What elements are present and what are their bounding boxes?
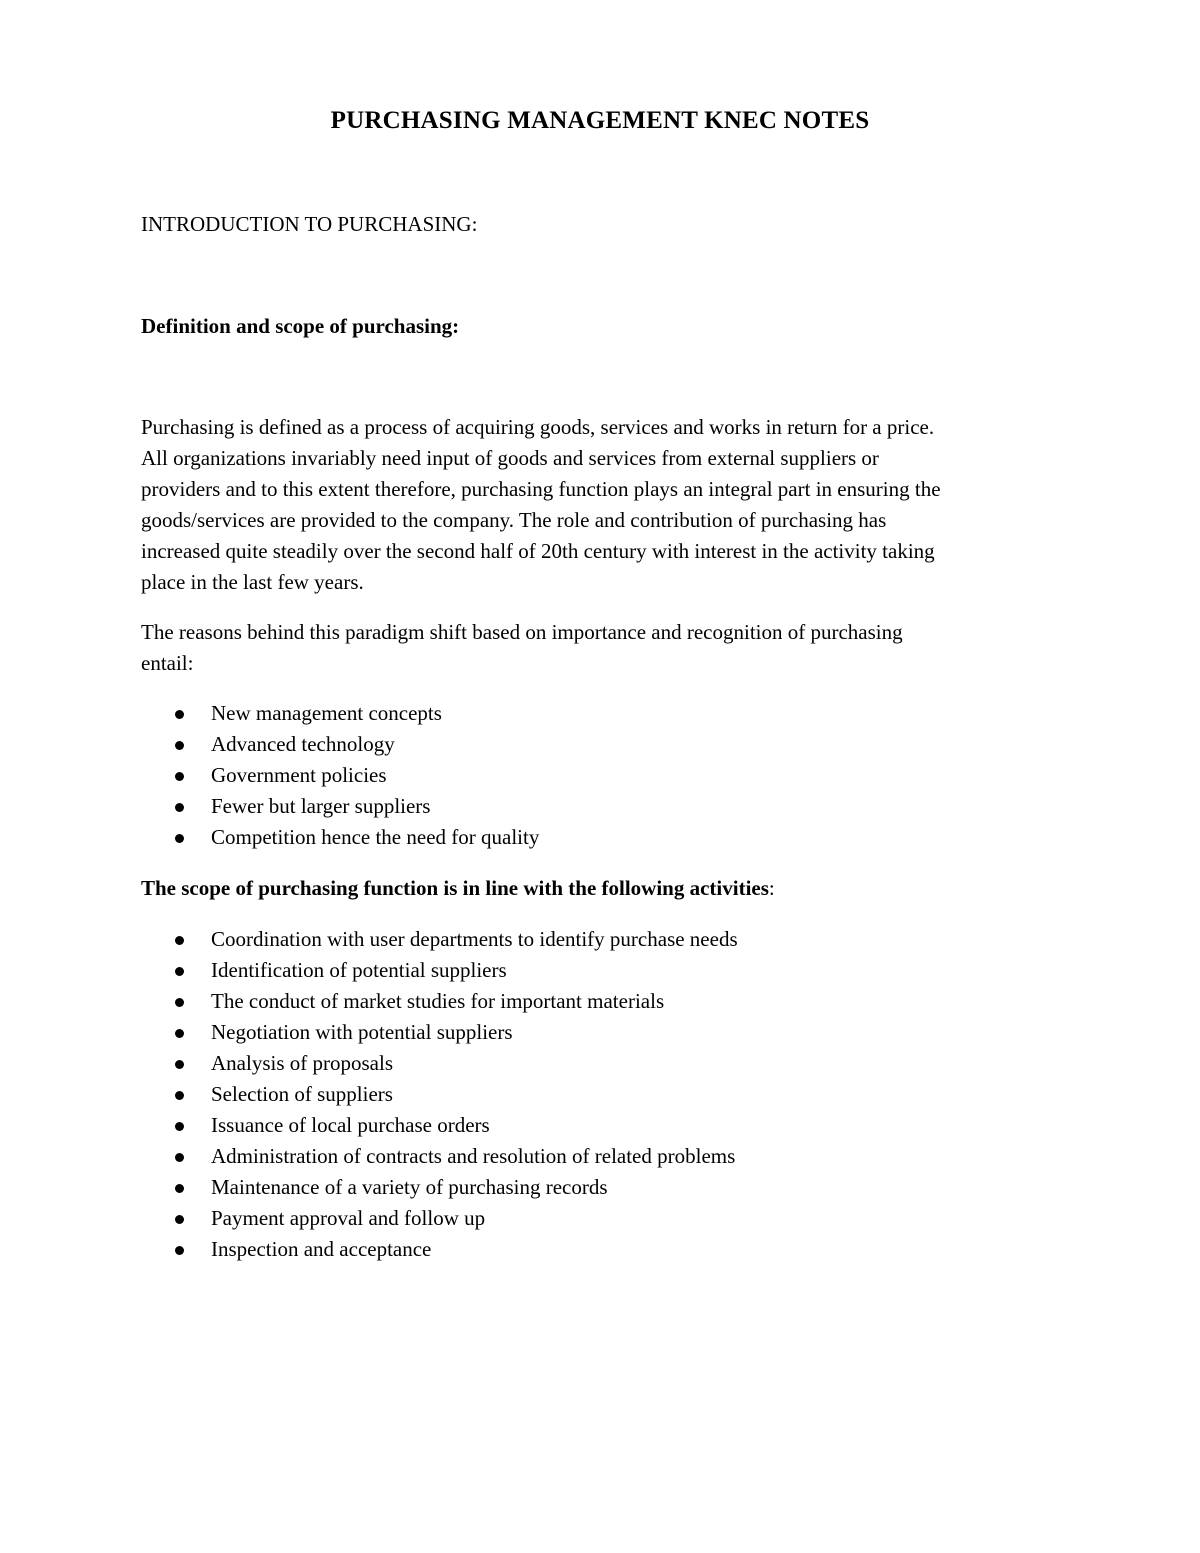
bullet-icon <box>175 772 184 781</box>
list-item <box>141 955 738 986</box>
list-item <box>141 1017 738 1048</box>
bullet-icon <box>175 1246 184 1255</box>
list-item <box>141 1141 738 1172</box>
bullet-icon <box>175 936 184 945</box>
list-item-text: Administration of contracts and resolution of related problems <box>211 1144 736 1168</box>
bullet-icon <box>175 834 184 843</box>
list-item-text: Fewer but larger suppliers <box>211 794 431 818</box>
list-item <box>141 1172 738 1203</box>
list-item <box>141 822 539 853</box>
list-item-text: Government policies <box>211 763 387 787</box>
bullet-icon <box>175 998 184 1007</box>
bullet-icon <box>175 1091 184 1100</box>
scope-heading-text: The scope of purchasing function is in line with the following activities <box>141 876 769 900</box>
paragraph-line: increased quite steadily over the second half of 20th century with interest in the activity taking <box>141 539 935 563</box>
scope-activities-list <box>141 924 738 1265</box>
reasons-list <box>141 698 539 853</box>
bullet-icon <box>175 803 184 812</box>
list-item-text: Identification of potential suppliers <box>211 958 507 982</box>
list-item <box>141 986 738 1017</box>
bullet-icon <box>175 1060 184 1069</box>
list-item-text: New management concepts <box>211 701 442 725</box>
paragraph-line: The reasons behind this paradigm shift based on importance and recognition of purchasing <box>141 620 903 644</box>
list-item-text: Advanced technology <box>211 732 395 756</box>
bullet-icon <box>175 1153 184 1162</box>
paragraph-line: Purchasing is defined as a process of acquiring goods, services and works in return for a price. <box>141 415 935 439</box>
list-item-text: Payment approval and follow up <box>211 1206 486 1230</box>
bullet-icon <box>175 1215 184 1224</box>
paragraph-definition <box>141 412 1061 598</box>
list-item <box>141 1110 738 1141</box>
list-item <box>141 1203 738 1234</box>
bullet-icon <box>175 741 184 750</box>
list-item-text: Analysis of proposals <box>211 1051 393 1075</box>
paragraph-line: providers and to this extent therefore, purchasing function plays an integral part in ensuring the <box>141 477 941 501</box>
paragraph-line: goods/services are provided to the company. The role and contribution of purchasing has <box>141 508 887 532</box>
paragraph-line: entail: <box>141 651 194 675</box>
scope-heading-suffix: : <box>768 876 775 900</box>
list-item-text: Selection of suppliers <box>211 1082 393 1106</box>
paragraph-reasons-intro <box>141 617 1061 679</box>
paragraph-line: All organizations invariably need input of goods and services from external suppliers or <box>141 446 879 470</box>
list-item-text: Issuance of local purchase orders <box>211 1113 490 1137</box>
bullet-icon <box>175 967 184 976</box>
list-item-text: Coordination with user departments to identify purchase needs <box>211 927 738 951</box>
list-item <box>141 1048 738 1079</box>
list-item <box>141 729 539 760</box>
section-heading: INTRODUCTION TO PURCHASING: <box>141 212 478 236</box>
list-item <box>141 1079 738 1110</box>
bullet-icon <box>175 1122 184 1131</box>
list-item-text: Negotiation with potential suppliers <box>211 1020 513 1044</box>
page-title: PURCHASING MANAGEMENT KNEC NOTES <box>330 107 870 134</box>
scope-heading <box>141 873 775 904</box>
bullet-icon <box>175 1029 184 1038</box>
list-item <box>141 760 539 791</box>
list-item <box>141 1234 738 1265</box>
paragraph-line: place in the last few years. <box>141 570 364 594</box>
list-item-text: The conduct of market studies for important materials <box>211 989 665 1013</box>
subheading-definition-scope: Definition and scope of purchasing: <box>141 314 460 338</box>
list-item-text: Inspection and acceptance <box>211 1237 432 1261</box>
list-item <box>141 698 539 729</box>
list-item <box>141 924 738 955</box>
list-item <box>141 791 539 822</box>
bullet-icon <box>175 710 184 719</box>
bullet-icon <box>175 1184 184 1193</box>
list-item-text: Competition hence the need for quality <box>211 825 540 849</box>
list-item-text: Maintenance of a variety of purchasing records <box>211 1175 608 1199</box>
